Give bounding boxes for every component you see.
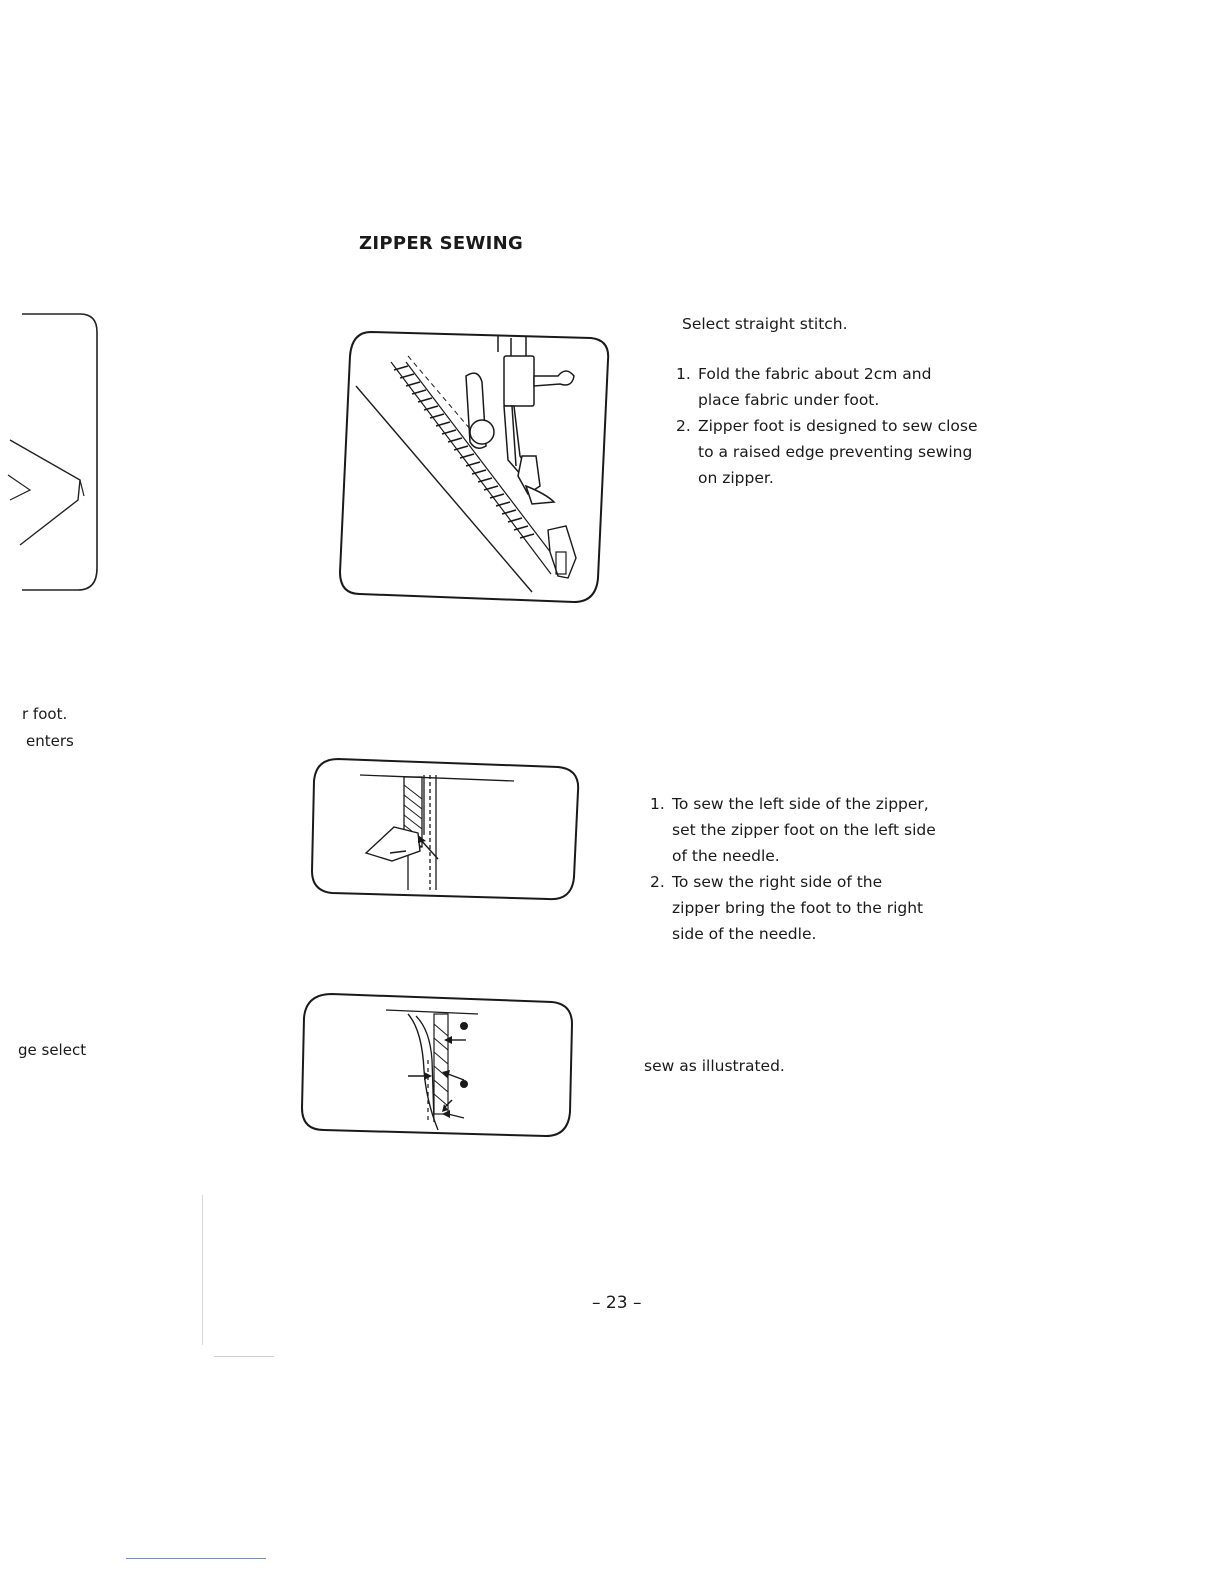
cropped-illustration-icon: [0, 300, 110, 600]
margin-text-line: ge select: [18, 1041, 87, 1059]
step-item: [650, 791, 936, 869]
scan-artifact-line: [126, 1558, 266, 1559]
step-line: place fabric under foot.: [698, 391, 880, 409]
step-number: 2.: [650, 873, 665, 891]
step-line: side of the needle.: [672, 925, 817, 943]
margin-text-block: [22, 701, 74, 755]
page-title: ZIPPER SEWING: [359, 233, 524, 254]
figure-2: [308, 755, 584, 905]
figure-1: [336, 326, 616, 608]
intro-text: Select straight stitch.: [682, 315, 848, 333]
step-line: on zipper.: [698, 469, 774, 487]
margin-text-line: enters: [26, 732, 74, 750]
step-line: set the zipper foot on the left side: [672, 821, 936, 839]
step-line: To sew the right side of the: [672, 873, 883, 891]
step-number: 2.: [676, 417, 691, 435]
section1-steps: [676, 361, 978, 491]
scan-artifact-line: [202, 1195, 203, 1345]
margin-illustration: [0, 300, 110, 600]
step-item: [676, 413, 978, 491]
margin-text-line: r foot.: [22, 705, 68, 723]
step-line: zipper bring the foot to the right: [672, 899, 924, 917]
zipper-finished-seam-icon: [298, 990, 576, 1140]
step-item: [650, 869, 936, 947]
zipper-foot-sewing-icon: [336, 326, 616, 608]
zipper-left-side-icon: [308, 755, 584, 905]
step-number: 1.: [650, 795, 665, 813]
step-line: Zipper foot is designed to sew close: [698, 417, 978, 435]
step-line: Fold the fabric about 2cm and: [698, 365, 932, 383]
step-line: of the needle.: [672, 847, 780, 865]
page-number: – 23 –: [592, 1293, 642, 1313]
step-item: [676, 361, 978, 413]
section2-steps: [650, 791, 936, 947]
step-line: to a raised edge preventing sewing: [698, 443, 973, 461]
figure-3: [298, 990, 576, 1140]
step-line: To sew the left side of the zipper,: [672, 795, 929, 813]
scan-artifact-line: [214, 1356, 274, 1357]
step-number: 1.: [676, 365, 691, 383]
section1-text: [682, 311, 848, 337]
section3-text: sew as illustrated.: [644, 1057, 785, 1075]
